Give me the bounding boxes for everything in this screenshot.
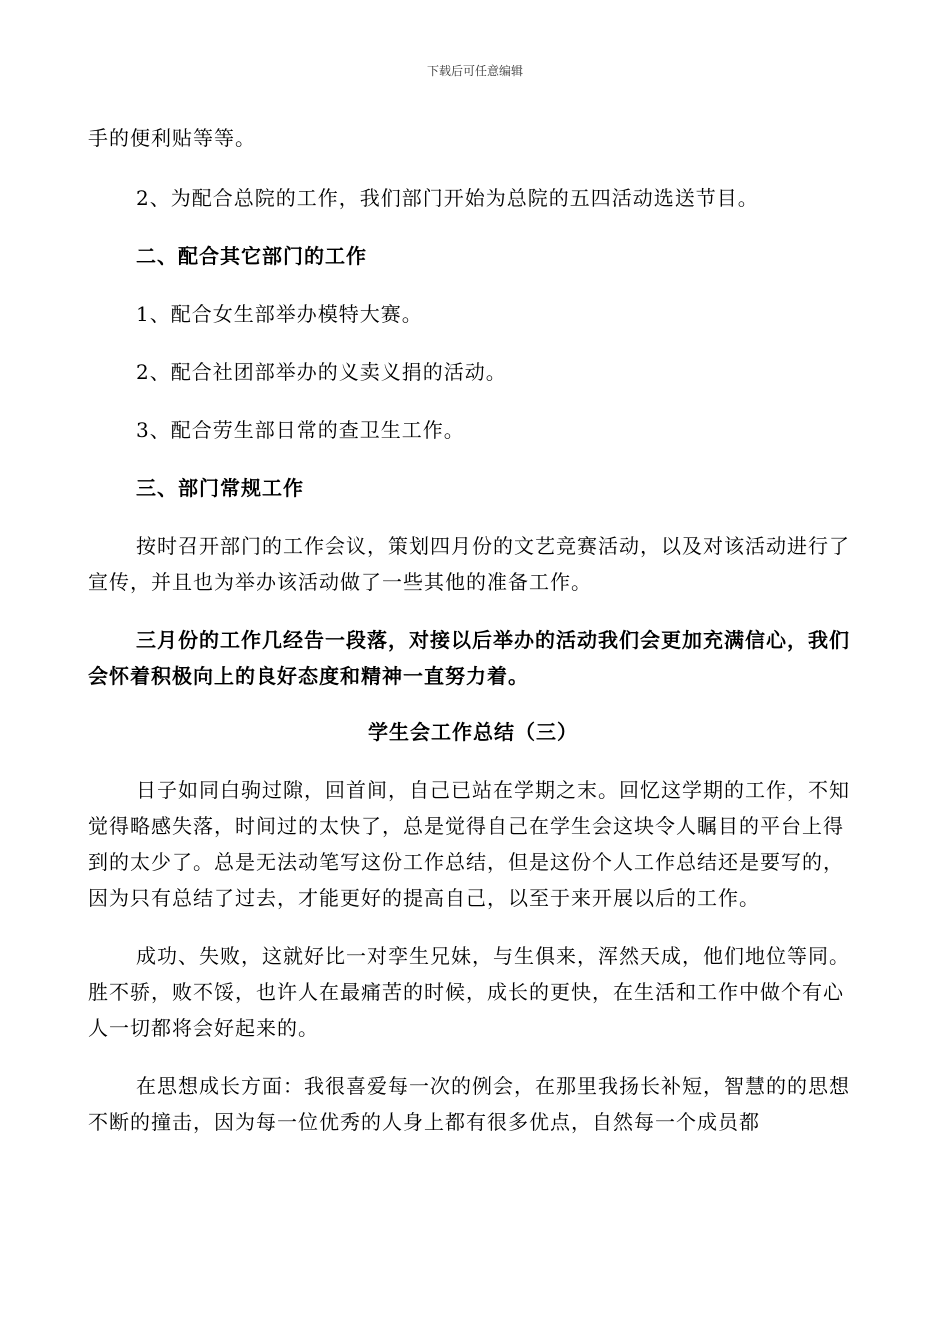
page-header: 下载后可任意编辑 [426,64,523,78]
paragraph-6: 按时召开部门的工作会议，策划四月份的文艺竞赛活动，以及对该活动进行了宣传，并且也为举办该活动做了一些其他的准备工作。 [88,534,850,594]
section-heading-2: 二、配合其它部门的工作 [136,244,367,268]
paragraph-3: 1、配合女生部举办模特大赛。 [136,302,423,326]
section-title: 学生会工作总结（三） [368,720,578,744]
paragraph-10: 在思想成长方面：我很喜爱每一次的例会，在那里我扬长补短，智慧的的思想不断的撞击，因为每一位优秀的人身上都有很多优点，自然每一个成员都 [88,1074,850,1134]
paragraph-5: 3、配合劳生部日常的查卫生工作。 [136,418,465,442]
paragraph-9: 成功、失败，这就好比一对孪生兄妹，与生俱来，浑然天成，他们地位等同。胜不骄，败不馁，也许人在最痛苦的时候，成长的更快，在生活和工作中做个有心人一切都将会好起来的。 [88,944,850,1040]
paragraph-7: 三月份的工作几经告一段落，对接以后举办的活动我们会更加充满信心，我们会怀着积极向上的良好态度和精神一直努力着。 [88,628,850,688]
paragraph-4: 2、配合社团部举办的义卖义捐的活动。 [136,360,507,384]
paragraph-2: 2、为配合总院的工作，我们部门开始为总院的五四活动选送节目。 [136,186,759,210]
paragraph-1: 手的便利贴等等。 [88,126,256,150]
paragraph-8: 日子如同白驹过隙，回首间，自己已站在学期之末。回忆这学期的工作，不知觉得略感失落，时间过的太快了，总是觉得自己在学生会这块令人瞩目的平台上得到的太少了。总是无法动笔写这份工作总结，但是这份个人工作总结还是要写的，因为只有总结了过去，才能更好的提高自己，以至于来开展以后的工作。 [88,778,850,910]
document-body [88,120,858,1140]
section-heading-3: 三、部门常规工作 [136,476,304,500]
